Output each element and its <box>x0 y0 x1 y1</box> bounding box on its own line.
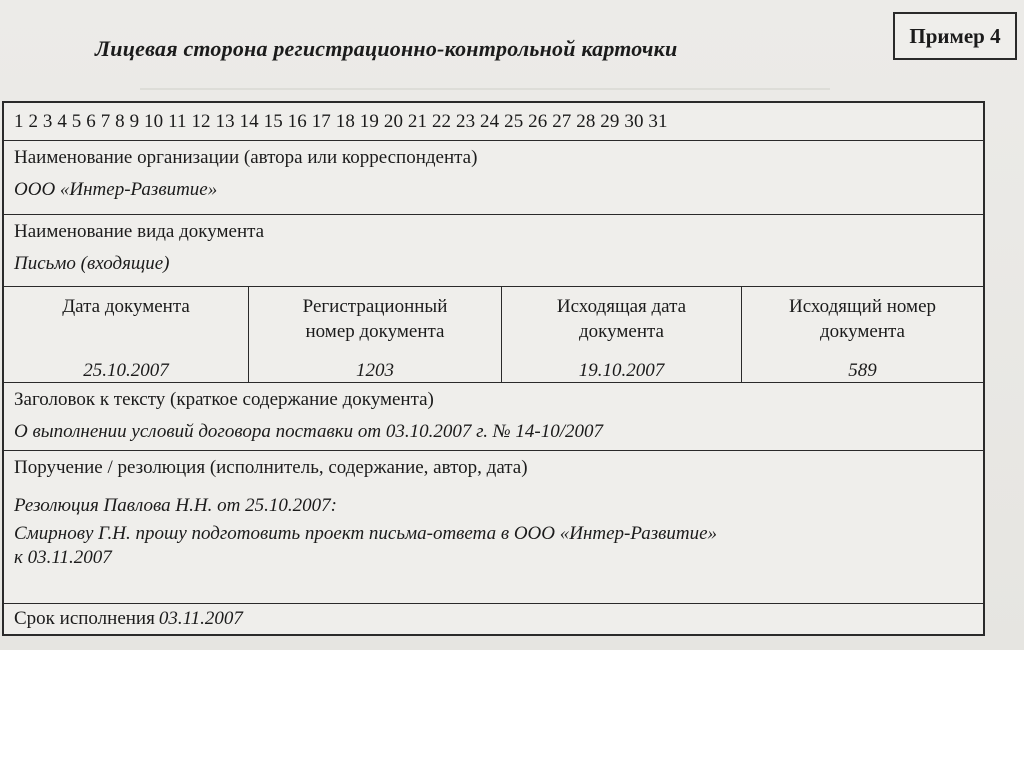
outgoing-date-cell <box>502 287 742 382</box>
registration-number-cell <box>249 287 502 382</box>
resolution-line: к 03.11.2007 <box>14 547 112 568</box>
document-date-label: Дата документа <box>62 296 190 317</box>
outgoing-number-label: Исходящий номер документа <box>788 296 937 342</box>
bleed-through-line <box>140 88 830 90</box>
title-value: О выполнении условий договора поставки от 03.10.2007 г. № 14-10/2007 <box>14 421 604 442</box>
registration-number-value: 1203 <box>356 360 394 381</box>
outgoing-date-label: Исходящая дата документа <box>556 296 687 342</box>
page-heading: Лицевая сторона регистрационно-контрольной карточки <box>95 36 678 61</box>
deadline-value: 03.11.2007 <box>158 608 243 629</box>
resolution-line: Резолюция Павлова Н.Н. от 25.10.2007: <box>14 495 337 516</box>
document-kind-value: Письмо (входящие) <box>14 253 170 274</box>
resolution-label: Поручение / резолюция (исполнитель, содержание, автор, дата) <box>14 457 528 478</box>
document-kind-label: Наименование вида документа <box>14 221 265 242</box>
deadline-label: Срок исполнения <box>14 608 155 629</box>
days-row: 1 2 3 4 5 6 7 8 9 10 11 12 13 14 15 16 17 18 19 20 21 22 23 24 25 26 27 28 29 30 31 <box>4 103 983 141</box>
title-row <box>4 383 983 451</box>
resolution-row <box>4 451 983 604</box>
deadline-row <box>4 604 983 634</box>
outgoing-number-value: 589 <box>848 360 877 381</box>
document-date-value: 25.10.2007 <box>83 360 169 381</box>
example-label: Пример 4 <box>909 23 1001 48</box>
resolution-line: Смирнову Г.Н. прошу подготовить проект письма-ответа в ООО «Интер-Развитие» <box>14 523 718 544</box>
outgoing-number-cell <box>742 287 983 382</box>
example-badge <box>893 12 1017 60</box>
organization-value: ООО «Интер-Развитие» <box>14 179 218 200</box>
organization-label: Наименование организации (автора или корреспондента) <box>14 147 478 168</box>
organization-row <box>4 141 983 215</box>
document-date-cell <box>4 287 249 382</box>
outgoing-date-value: 19.10.2007 <box>578 360 665 381</box>
document-details-row <box>4 287 983 383</box>
document-kind-row <box>4 215 983 287</box>
title-label: Заголовок к тексту (краткое содержание документа) <box>14 389 434 410</box>
registration-number-label: Регистрационный номер документа <box>302 296 448 342</box>
registration-card <box>2 101 985 636</box>
resolution-text <box>14 494 973 570</box>
